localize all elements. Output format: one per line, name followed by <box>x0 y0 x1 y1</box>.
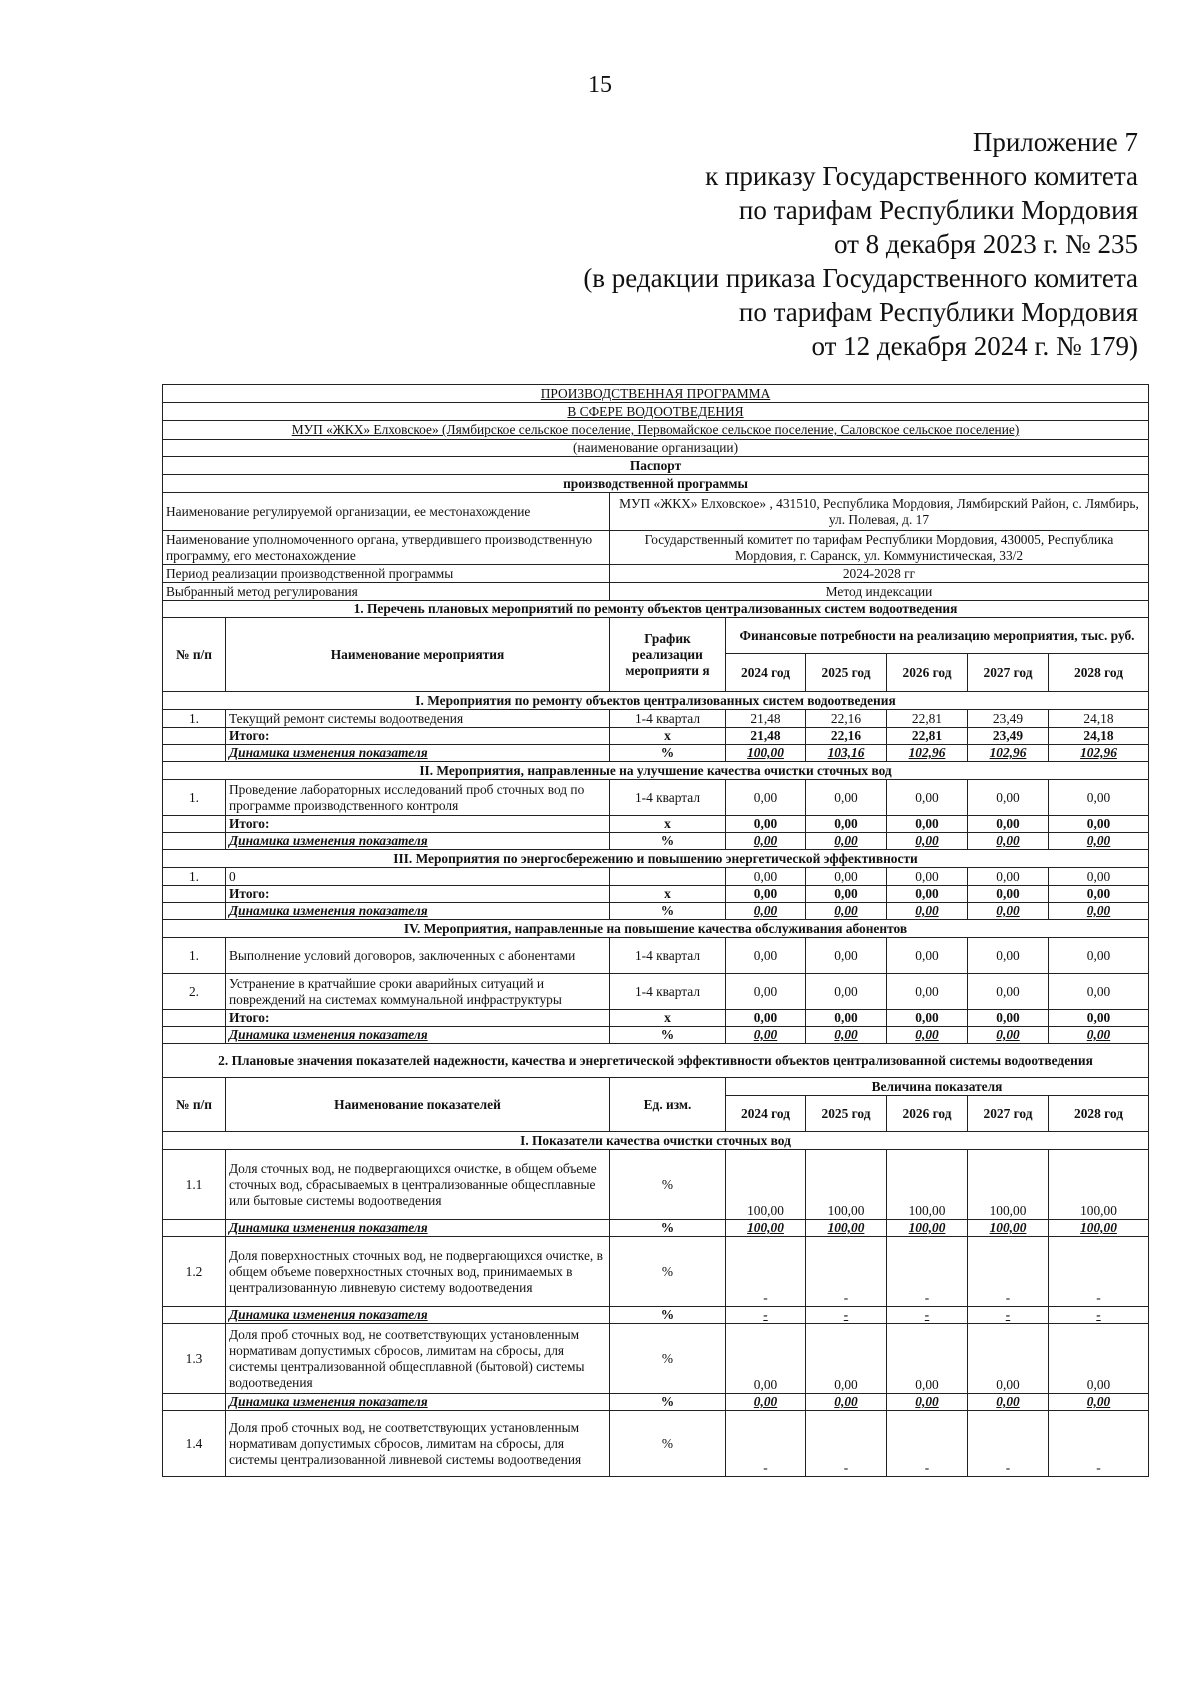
row-number: 1.3 <box>163 1324 226 1394</box>
row-number: 1.1 <box>163 1150 226 1220</box>
page-number: 15 <box>588 72 612 98</box>
dynamics-value: 0,00 <box>806 1027 887 1044</box>
value-cell: - <box>887 1237 968 1307</box>
total-value: 0,00 <box>1049 816 1149 833</box>
col-num-header: № п/п <box>163 618 226 692</box>
col-name-header: Наименование мероприятия <box>226 618 610 692</box>
indicator-name: Доля проб сточных вод, не соответствующих установленным нормативам допустимых сбросов, лимитам на сбросы, для системы централизованной общесплавной (бытовой) системы водоотведения <box>226 1324 610 1394</box>
empty-cell <box>163 886 226 903</box>
empty-cell <box>163 1010 226 1027</box>
total-value: 0,00 <box>968 886 1049 903</box>
measure-name: Проведение лабораторных исследований проб сточных вод по программе производственного контроля <box>226 780 610 816</box>
section1-title: 1. Перечень плановых мероприятий по ремонту объектов централизованных систем водоотведения <box>163 601 1149 618</box>
total-label: Итого: <box>226 728 610 745</box>
year-header: 2026 год <box>887 654 968 692</box>
value-cell: 0,00 <box>887 780 968 816</box>
total-value: 0,00 <box>968 816 1049 833</box>
dynamics-value: 0,00 <box>806 903 887 920</box>
table-row <box>163 1220 1149 1237</box>
value-cell: 0,00 <box>1049 868 1149 886</box>
dynamics-label: Динамика изменения показателя <box>226 1307 610 1324</box>
empty-cell <box>163 833 226 850</box>
dynamics-value: 102,96 <box>887 745 968 762</box>
table-row <box>163 938 1149 974</box>
dynamics-unit: % <box>610 1307 726 1324</box>
value-cell: 0,00 <box>887 974 968 1010</box>
empty-cell <box>163 1220 226 1237</box>
organization-name: МУП «ЖКХ» Елховское» (Лямбирское сельское поселение, Первомайское сельское поселение, Саловское сельское поселение) <box>163 421 1149 440</box>
empty-cell <box>163 1027 226 1044</box>
total-unit: x <box>610 1010 726 1027</box>
indicator-name: Доля сточных вод, не подвергающихся очистке, в общем объеме сточных вод, сбрасываемых в централизованные общесплавные или бытовые системы водоотведения <box>226 1150 610 1220</box>
dynamics-value: 0,00 <box>1049 1394 1149 1411</box>
dynamics-value: 0,00 <box>887 1394 968 1411</box>
value-cell: 22,81 <box>887 710 968 728</box>
dynamics-value: 103,16 <box>806 745 887 762</box>
value-cell: 0,00 <box>887 938 968 974</box>
measure-name: 0 <box>226 868 610 886</box>
indicator-name: Доля проб сточных вод, не соответствующих установленным нормативам допустимых сбросов, лимитам на сбросы, для системы централизованной ливневой системы водоотведения <box>226 1411 610 1477</box>
dynamics-value: 0,00 <box>887 1027 968 1044</box>
section2-title: 2. Плановые значения показателей надежности, качества и энергетической эффективности объектов централизованной системы водоотведения <box>163 1044 1149 1078</box>
table-row <box>163 1027 1149 1044</box>
table-body <box>163 385 1149 1477</box>
dynamics-value: 100,00 <box>968 1220 1049 1237</box>
value-cell: 0,00 <box>806 780 887 816</box>
col-num-header: № п/п <box>163 1078 226 1132</box>
passport-label: Выбранный метод регулирования <box>163 583 610 601</box>
table-row <box>163 1010 1149 1027</box>
value-cell: - <box>806 1411 887 1477</box>
total-label: Итого: <box>226 816 610 833</box>
total-value: 21,48 <box>726 728 806 745</box>
empty-cell <box>163 1307 226 1324</box>
schedule: 1-4 квартал <box>610 710 726 728</box>
dynamics-unit: % <box>610 745 726 762</box>
appendix-line: к приказу Государственного комитета <box>705 161 1138 191</box>
total-value: 0,00 <box>1049 886 1149 903</box>
unit-cell: % <box>610 1237 726 1307</box>
dynamics-value: 0,00 <box>1049 1027 1149 1044</box>
dynamics-value: - <box>806 1307 887 1324</box>
dynamics-value: 0,00 <box>1049 833 1149 850</box>
table-row <box>163 1394 1149 1411</box>
year-header: 2027 год <box>968 654 1049 692</box>
value-cell: 0,00 <box>968 868 1049 886</box>
total-value: 0,00 <box>806 816 887 833</box>
total-value: 0,00 <box>806 886 887 903</box>
value-cell: 0,00 <box>806 974 887 1010</box>
dynamics-value: - <box>968 1307 1049 1324</box>
dynamics-unit: % <box>610 1027 726 1044</box>
dynamics-value: 100,00 <box>806 1220 887 1237</box>
value-cell: 21,48 <box>726 710 806 728</box>
table-row <box>163 710 1149 728</box>
value-cell: - <box>968 1411 1049 1477</box>
dynamics-unit: % <box>610 1220 726 1237</box>
empty-cell <box>163 1394 226 1411</box>
dynamics-label: Динамика изменения показателя <box>226 833 610 850</box>
value-cell: 0,00 <box>1049 974 1149 1010</box>
dynamics-value: 0,00 <box>726 1027 806 1044</box>
total-unit: x <box>610 728 726 745</box>
dynamics-value: 0,00 <box>806 833 887 850</box>
value-cell: 100,00 <box>726 1150 806 1220</box>
dynamics-value: 100,00 <box>1049 1220 1149 1237</box>
total-unit: x <box>610 816 726 833</box>
empty-cell <box>163 745 226 762</box>
value-cell: 100,00 <box>887 1150 968 1220</box>
table-row <box>163 868 1149 886</box>
value-cell: 0,00 <box>726 974 806 1010</box>
appendix-line: (в редакции приказа Государственного комитета <box>583 263 1138 293</box>
appendix-line: Приложение 7 <box>972 127 1138 157</box>
value-cell: 0,00 <box>726 780 806 816</box>
dynamics-label: Динамика изменения показателя <box>226 1027 610 1044</box>
col-unit-header: Ед. изм. <box>610 1078 726 1132</box>
dynamics-label: Динамика изменения показателя <box>226 903 610 920</box>
indicator-name: Доля поверхностных сточных вод, не подвергающихся очистке, в общем объеме поверхностных сточных вод, принимаемых в централизованную ливневую систему водоотведения <box>226 1237 610 1307</box>
production-program-table <box>162 384 1149 1477</box>
group-title: IV. Мероприятия, направленные на повышение качества обслуживания абонентов <box>163 920 1149 938</box>
table-row <box>163 1411 1149 1477</box>
total-value: 22,16 <box>806 728 887 745</box>
appendix-line: по тарифам Республики Мордовия <box>738 195 1138 225</box>
table-row <box>163 886 1149 903</box>
value-cell: - <box>806 1237 887 1307</box>
value-cell: 0,00 <box>1049 938 1149 974</box>
total-value: 0,00 <box>1049 1010 1149 1027</box>
table-row <box>163 692 1149 710</box>
schedule: 1-4 квартал <box>610 938 726 974</box>
dynamics-value: 0,00 <box>806 1394 887 1411</box>
table-row <box>163 1150 1149 1220</box>
measure-name: Выполнение условий договоров, заключенных с абонентами <box>226 938 610 974</box>
passport-label: Наименование регулируемой организации, ее местонахождение <box>163 493 610 531</box>
passport-value: МУП «ЖКХ» Елховское» , 431510, Республика Мордовия, Лямбирский Район, с. Лямбирь, ул. Полевая, д. 17 <box>610 493 1149 531</box>
passport-title: Паспорт <box>163 457 1149 475</box>
dynamics-value: - <box>1049 1307 1149 1324</box>
value-cell: 22,16 <box>806 710 887 728</box>
total-value: 0,00 <box>806 1010 887 1027</box>
value-cell: 0,00 <box>1049 1324 1149 1394</box>
table-row <box>163 1237 1149 1307</box>
value-cell: 24,18 <box>1049 710 1149 728</box>
value-cell: 100,00 <box>968 1150 1049 1220</box>
passport-label: Наименование уполномоченного органа, утвердившего производственную программу, его местонахождение <box>163 531 610 565</box>
schedule: 1-4 квартал <box>610 780 726 816</box>
value-cell: 0,00 <box>806 1324 887 1394</box>
year-header: 2024 год <box>726 1096 806 1132</box>
col-schedule-header: График реализации мероприяти я <box>610 618 726 692</box>
program-title: ПРОИЗВОДСТВЕННАЯ ПРОГРАММА <box>163 385 1149 403</box>
program-subtitle: В СФЕРЕ ВОДООТВЕДЕНИЯ <box>163 403 1149 421</box>
total-label: Итого: <box>226 886 610 903</box>
table-row <box>163 1307 1149 1324</box>
measure-name: Текущий ремонт системы водоотведения <box>226 710 610 728</box>
total-value: 0,00 <box>887 1010 968 1027</box>
value-cell: 0,00 <box>806 938 887 974</box>
dynamics-value: 0,00 <box>887 903 968 920</box>
value-cell: 23,49 <box>968 710 1049 728</box>
value-cell: - <box>1049 1411 1149 1477</box>
value-cell: 0,00 <box>726 1324 806 1394</box>
table-row <box>163 903 1149 920</box>
year-header: 2028 год <box>1049 654 1149 692</box>
value-cell: 0,00 <box>726 868 806 886</box>
dynamics-value: 0,00 <box>968 903 1049 920</box>
dynamics-value: 0,00 <box>726 903 806 920</box>
table-row <box>163 833 1149 850</box>
row-number: 1. <box>163 938 226 974</box>
group-title: I. Мероприятия по ремонту объектов централизованных систем водоотведения <box>163 692 1149 710</box>
row-number: 1. <box>163 710 226 728</box>
total-value: 0,00 <box>726 816 806 833</box>
table-row <box>163 780 1149 816</box>
table-row <box>163 850 1149 868</box>
dynamics-value: - <box>726 1307 806 1324</box>
dynamics-value: 0,00 <box>726 833 806 850</box>
empty-cell <box>163 903 226 920</box>
value-cell: - <box>968 1237 1049 1307</box>
empty-cell <box>163 816 226 833</box>
row-number: 1.4 <box>163 1411 226 1477</box>
total-value: 0,00 <box>726 886 806 903</box>
dynamics-value: 0,00 <box>726 1394 806 1411</box>
table-row <box>163 728 1149 745</box>
value-cell: 0,00 <box>726 938 806 974</box>
group-title: II. Мероприятия, направленные на улучшение качества очистки сточных вод <box>163 762 1149 780</box>
total-value: 0,00 <box>887 816 968 833</box>
schedule: 1-4 квартал <box>610 974 726 1010</box>
dynamics-value: 0,00 <box>968 1027 1049 1044</box>
organization-caption: (наименование организации) <box>163 440 1149 457</box>
dynamics-label: Динамика изменения показателя <box>226 1394 610 1411</box>
value-cell: 0,00 <box>968 780 1049 816</box>
section2-group-title: I. Показатели качества очистки сточных вод <box>163 1132 1149 1150</box>
year-header: 2026 год <box>887 1096 968 1132</box>
year-header: 2028 год <box>1049 1096 1149 1132</box>
dynamics-value: 0,00 <box>1049 903 1149 920</box>
unit-cell: % <box>610 1411 726 1477</box>
value-cell: 0,00 <box>806 868 887 886</box>
total-value: 22,81 <box>887 728 968 745</box>
dynamics-value: 100,00 <box>726 1220 806 1237</box>
dynamics-label: Динамика изменения показателя <box>226 745 610 762</box>
table-row <box>163 1324 1149 1394</box>
appendix-line: по тарифам Республики Мордовия <box>738 297 1138 327</box>
passport-value: Метод индексации <box>610 583 1149 601</box>
col-indicator-header: Наименование показателей <box>226 1078 610 1132</box>
row-number: 1. <box>163 868 226 886</box>
total-label: Итого: <box>226 1010 610 1027</box>
passport-label: Период реализации производственной программы <box>163 565 610 583</box>
value-cell: 0,00 <box>887 1324 968 1394</box>
dynamics-value: 102,96 <box>968 745 1049 762</box>
value-cell: - <box>726 1237 806 1307</box>
total-value: 0,00 <box>726 1010 806 1027</box>
dynamics-unit: % <box>610 903 726 920</box>
value-cell: - <box>1049 1237 1149 1307</box>
value-cell: 0,00 <box>1049 780 1149 816</box>
measure-name: Устранение в кратчайшие сроки аварийных ситуаций и повреждений на системах коммунальной инфраструктуры <box>226 974 610 1010</box>
year-header: 2025 год <box>806 1096 887 1132</box>
appendix-line: от 12 декабря 2024 г. № 179) <box>811 331 1138 361</box>
year-header: 2024 год <box>726 654 806 692</box>
col-finance-header: Финансовые потребности на реализацию мероприятия, тыс. руб. <box>726 618 1149 654</box>
passport-subtitle: производственной программы <box>163 475 1149 493</box>
appendix-header <box>583 125 1138 363</box>
year-header: 2027 год <box>968 1096 1049 1132</box>
value-cell: 0,00 <box>968 1324 1049 1394</box>
dynamics-unit: % <box>610 1394 726 1411</box>
dynamics-value: - <box>887 1307 968 1324</box>
table-row <box>163 745 1149 762</box>
total-value: 23,49 <box>968 728 1049 745</box>
value-cell: 0,00 <box>968 974 1049 1010</box>
dynamics-label: Динамика изменения показателя <box>226 1220 610 1237</box>
row-number: 1.2 <box>163 1237 226 1307</box>
total-value: 0,00 <box>968 1010 1049 1027</box>
dynamics-value: 0,00 <box>968 833 1049 850</box>
table-row <box>163 816 1149 833</box>
table-row <box>163 974 1149 1010</box>
value-cell: 0,00 <box>887 868 968 886</box>
appendix-line: от 8 декабря 2023 г. № 235 <box>833 229 1138 259</box>
dynamics-value: 0,00 <box>887 833 968 850</box>
value-cell: - <box>726 1411 806 1477</box>
value-cell: 100,00 <box>1049 1150 1149 1220</box>
dynamics-value: 0,00 <box>968 1394 1049 1411</box>
value-cell: 100,00 <box>806 1150 887 1220</box>
total-unit: x <box>610 886 726 903</box>
value-cell: - <box>887 1411 968 1477</box>
unit-cell: % <box>610 1150 726 1220</box>
year-header: 2025 год <box>806 654 887 692</box>
schedule <box>610 868 726 886</box>
row-number: 2. <box>163 974 226 1010</box>
table-row <box>163 762 1149 780</box>
row-number: 1. <box>163 780 226 816</box>
unit-cell: % <box>610 1324 726 1394</box>
table-row <box>163 920 1149 938</box>
empty-cell <box>163 728 226 745</box>
value-cell: 0,00 <box>968 938 1049 974</box>
total-value: 24,18 <box>1049 728 1149 745</box>
dynamics-value: 100,00 <box>887 1220 968 1237</box>
passport-value: Государственный комитет по тарифам Республики Мордовия, 430005, Республика Мордовия, г. Саранск, ул. Коммунистическая, 33/2 <box>610 531 1149 565</box>
col-value-header: Величина показателя <box>726 1078 1149 1096</box>
group-title: III. Мероприятия по энергосбережению и повышению энергетической эффективности <box>163 850 1149 868</box>
passport-value: 2024-2028 гг <box>610 565 1149 583</box>
total-value: 0,00 <box>887 886 968 903</box>
dynamics-value: 102,96 <box>1049 745 1149 762</box>
dynamics-unit: % <box>610 833 726 850</box>
dynamics-value: 100,00 <box>726 745 806 762</box>
